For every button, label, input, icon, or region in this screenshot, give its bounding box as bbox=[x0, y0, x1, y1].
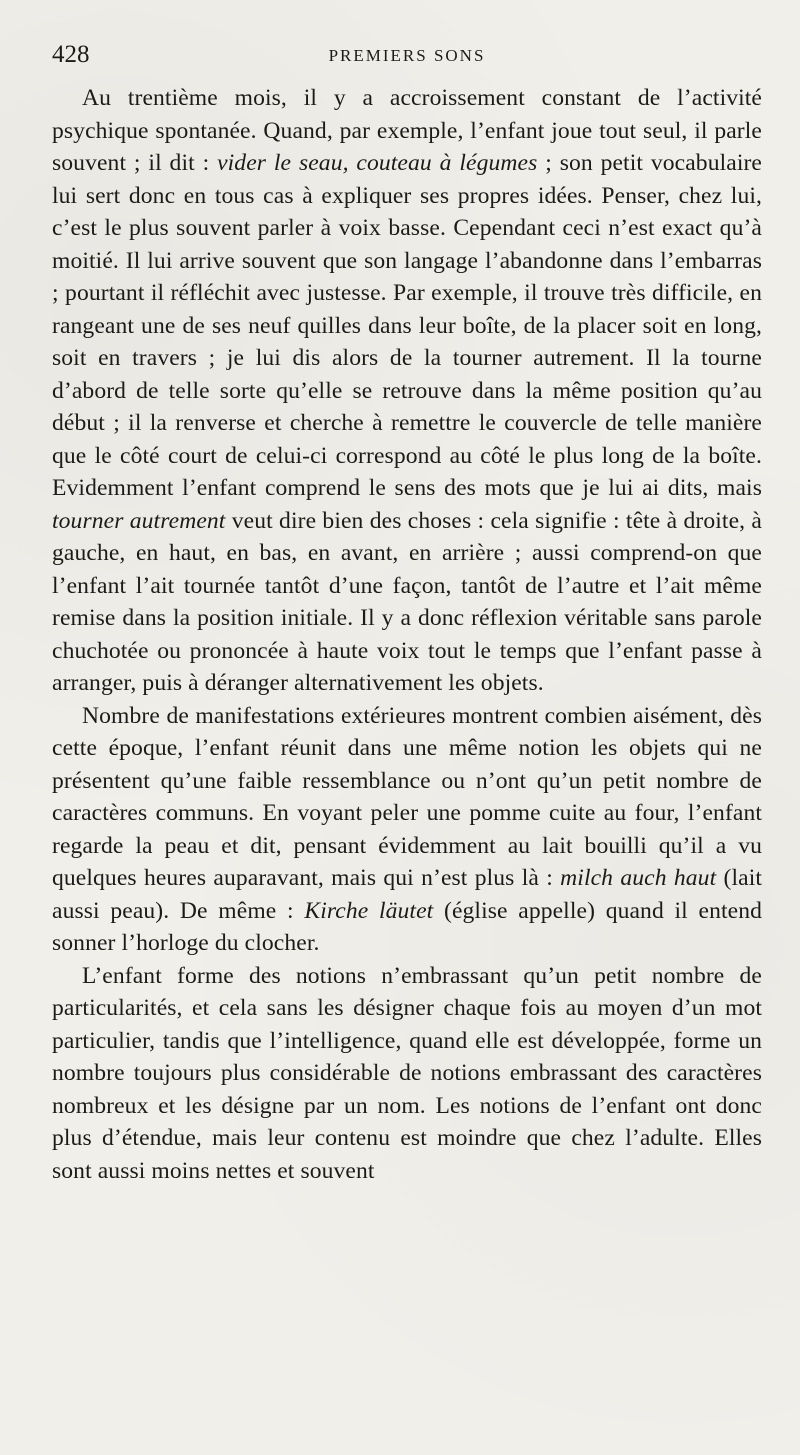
paragraph-3-text: L’enfant forme des notions n’embrassant qu’un petit nombre de particularités, et cela sans les désigner chaque fois au moyen d’un mot particulier, tandis que l’intelligence, quand elle est développée, forme un nombre toujours plus considérable de notions embrassant des caractères nombreux et les désigne par un nom. Les notions de l’enfant ont donc plus d’étendue, mais leur contenu est moindre que chez l’adulte. Elles sont aussi moins nettes et souvent bbox=[52, 962, 762, 1184]
paragraph-3 bbox=[52, 960, 762, 1188]
paragraph-1-text-b: ; son petit vocabulaire lui sert donc en tous cas à expliquer ses propres idées. Penser, chez lui, c’est le plus souvent parler à voix basse. Cependant ceci n’est exact qu’à moitié. Il lui arrive souvent que son langage l’abandonne dans l’embarras ; pourtant il réfléchit avec justesse. Par exemple, il trouve très difficile, en rangeant une de ses neuf quilles dans leur boîte, de la placer soit en long, soit en travers ; je lui dis alors de la tourner autrement. Il la tourne d’abord de telle sorte qu’elle se retrouve dans la même position qu’au début ; il la renverse et cherche à remettre le couvercle de telle manière que le côté court de celui-ci correspond au côté le plus long de la boîte. Evidemment l’enfant comprend le sens des mots que je lui ai dits, mais bbox=[52, 150, 762, 501]
italic-phrase-kirche-lautet: Kirche läutet bbox=[304, 897, 434, 924]
paragraph-2-text-a: Nombre de manifestations extérieures montrent combien aisément, dès cette époque, l’enfant réunit dans une même notion les objets qui ne présentent qu’une faible ressemblance ou n’ont qu’un petit nombre de caractères communs. En voyant peler une pomme cuite au four, l’enfant regarde la peau et dit, pensant évidemment au lait bouilli qu’il a vu quelques heures auparavant, mais qui n’est plus là : bbox=[52, 702, 762, 891]
italic-phrase-tourner-autrement: tourner autrement bbox=[52, 507, 226, 534]
paragraph-1-text-a: Au trentième mois, il y a accroissement constant de l’activité psychique spontanée. Quand, par exemple, l’enfant joue tout seul, il parle souvent ; il dit : bbox=[52, 85, 762, 176]
page-number: 428 bbox=[52, 41, 90, 68]
paragraph-1-text-c: veut dire bien des choses : cela signifie : tête à droite, à gauche, en haut, en bas, en avant, en arrière ; aussi comprend-on que l’enfant l’ait tournée tantôt d’une façon, tantôt de l’autre et l’ait même remise dans la position initiale. Il y a donc réflexion véritable sans parole chuchotée ou prononcée à haute voix tout le temps que l’enfant passe à arranger, puis à déranger alternativement les objets. bbox=[52, 507, 763, 696]
body-text bbox=[52, 82, 762, 1187]
paragraph-2 bbox=[52, 700, 762, 960]
italic-phrase-vider-le-seau: vider le seau, couteau à légumes bbox=[217, 150, 538, 176]
italic-phrase-milch-auch-haut: milch auch haut bbox=[560, 865, 717, 891]
paragraph-1 bbox=[52, 82, 762, 700]
running-head bbox=[52, 40, 762, 80]
paragraph-2-text-b: (lait aussi peau). De même : bbox=[52, 865, 762, 924]
paragraph-2-text-c: (église appelle) quand il entend sonner l’horloge du clocher. bbox=[52, 897, 762, 956]
running-title: PREMIERS SONS bbox=[328, 46, 486, 65]
